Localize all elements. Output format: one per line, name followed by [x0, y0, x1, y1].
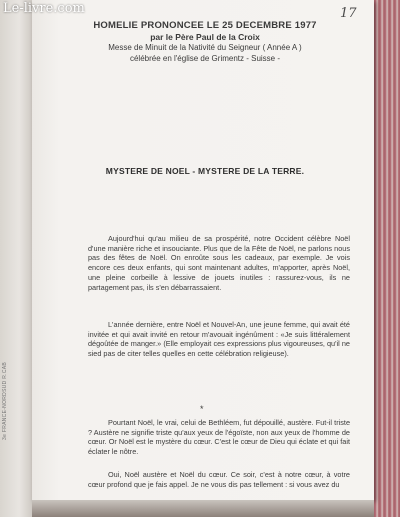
watermark: Le-livre.com: [3, 1, 85, 16]
separator: *: [200, 404, 204, 414]
paragraph-4: Oui, Noël austère et Noël du cœur. Ce soir, c'est à notre cœur, à votre cœur profond que je fais appel. Je ne vous dis pas tellement : si vous avez du: [88, 470, 350, 489]
header-title: HOMELIE PRONONCEE LE 25 DECEMBRE 1977: [93, 20, 317, 31]
homily-header: [60, 20, 350, 64]
page-number: 17: [340, 6, 357, 21]
book-edge-stack: [374, 0, 400, 517]
header-author: par le Père Paul de la Croix: [150, 32, 260, 42]
header-line-2: célébrée en l'église de Grimentz - Suisse -: [129, 54, 281, 63]
header-line-1: Messe de Minuit de la Nativité du Seigneur ( Année A ): [108, 43, 302, 52]
main-title: MYSTERE DE NOEL - MYSTERE DE LA TERRE.: [105, 166, 305, 176]
page-bottom-edge: [32, 500, 374, 517]
paragraph-2: L'année dernière, entre Noël et Nouvel-An, une jeune femme, qui avait été invitée et qui avait invité en retour m'avouait ingénûment : «Je suis littéralement dégoûtée de manger.» (Elle employait ces expressions plus vigoureuses, qu'il ne sied pas de citer telles quelles en cette célébration religieuse).: [88, 320, 350, 359]
paragraph-3: Pourtant Noël, le vrai, celui de Bethléem, fut dépouillé, austère. Fut-il triste ? Austère ne signifie triste qu'aux yeux de l'égoïste, non aux yeux de l'homme de cœur. Or Noël est le mystère du cœur. C'est le cœur de Dieu qui éclate et qui fait éclater le nôtre.: [88, 418, 350, 457]
paragraph-1: Aujourd'hui qu'au milieu de sa prospérité, notre Occident célèbre Noël d'une manière riche et insouciante. Plus que de la Fête de Noël, ne parlons nous pas des fêtes de Noël. On enroûte sous les cadeaux, par exemple. Je vois encore ces deux enfants, qui sont maintenant adultes, m'apporter, après Noël, une pleine corbeille à lessive de jouets inutiles : rassurez-vous, ils ne partagement pas, ils s'en débarrassaient.: [88, 234, 350, 292]
spine-text: 3e FRANCE-NORDSUD R.CAB: [2, 361, 8, 440]
